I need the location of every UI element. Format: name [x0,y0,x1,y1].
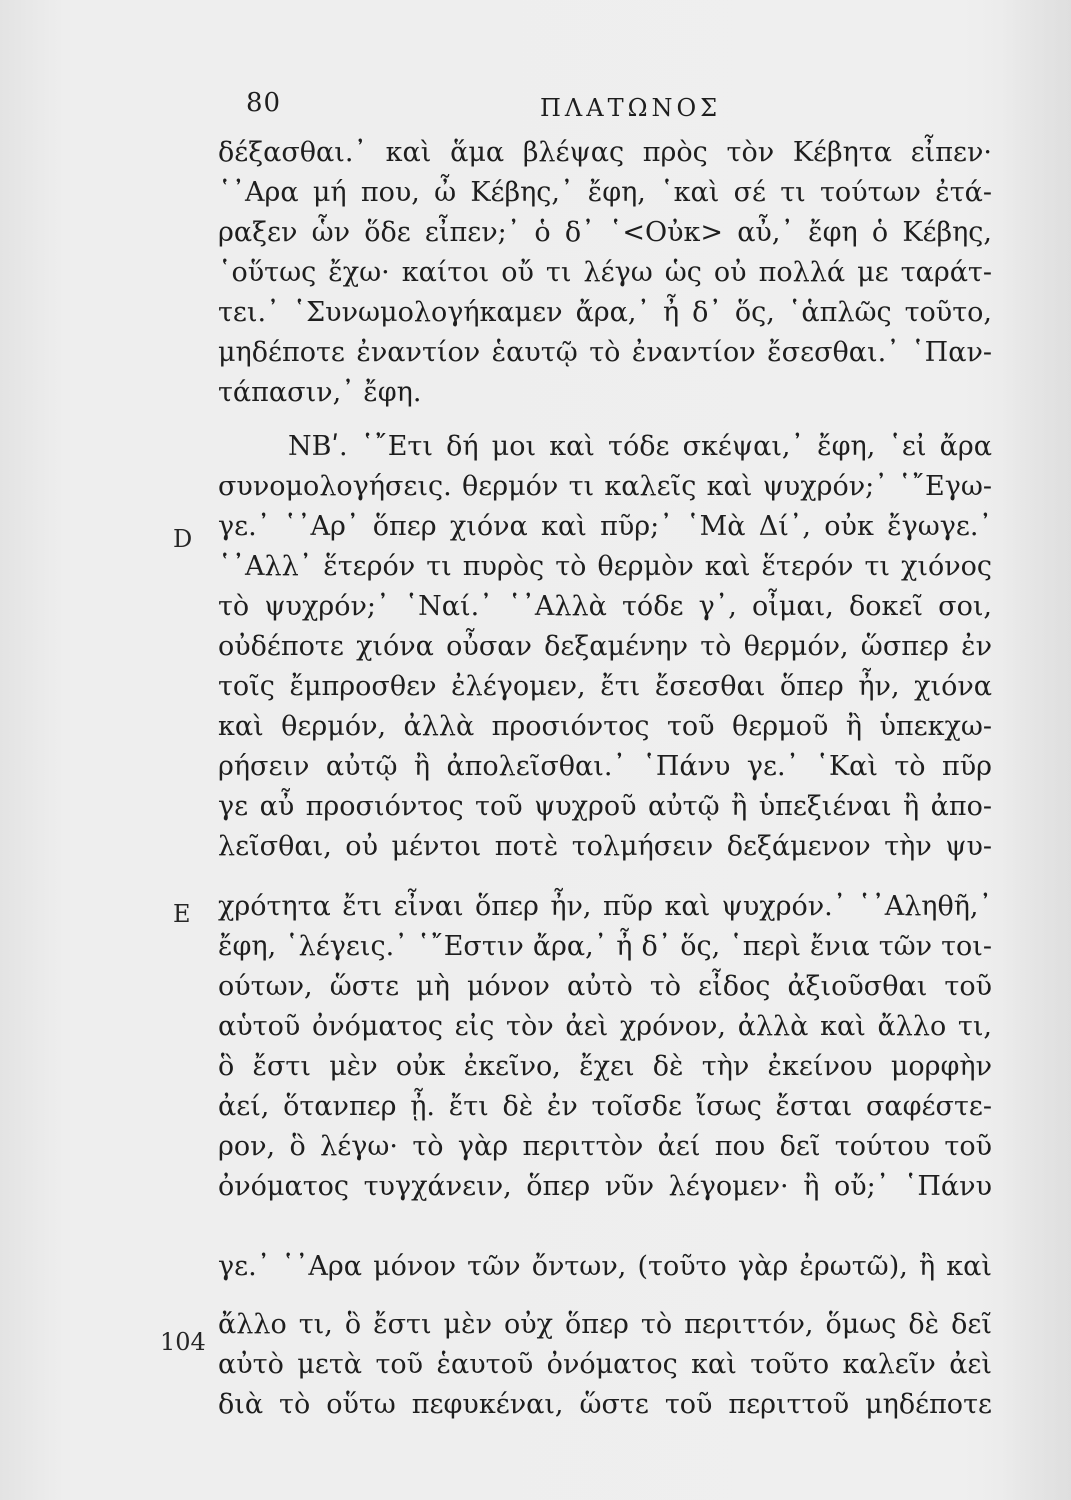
text-line: συνομολογήσεις. θερμόν τι καλεῖς καὶ ψυχρόν;᾿ ῾῎Εγω- [218,471,992,502]
text-line: αὐτὸ μετὰ τοῦ ἑαυτοῦ ὀνόματος καὶ τοῦτο καλεῖν ἀεὶ [218,1349,992,1380]
page-number: 80 [246,88,282,118]
text-line: ἄλλο τι, ὃ ἔστι μὲν οὐχ ὅπερ τὸ περιττόν, ὅμως δὲ δεῖ [218,1309,992,1340]
text-line: αὑτοῦ ὀνόματος εἰς τὸν ἀεὶ χρόνον, ἀλλὰ καὶ ἄλλο τι, [218,1011,992,1042]
text-line: οὐδέποτε χιόνα οὖσαν δεξαμένην τὸ θερμόν, ὥσπερ ἐν [218,631,992,662]
text-line: ῾᾽Αλλ᾿ ἕτερόν τι πυρὸς τὸ θερμὸν καὶ ἕτερόν τι χιόνος [218,551,992,582]
text-line: ὃ ἔστι μὲν οὐκ ἐκεῖνο, ἔχει δὲ τὴν ἐκείνου μορφὴν [218,1051,992,1082]
text-line: ραξεν ὧν ὅδε εἶπεν;᾿ ὁ δ᾿ ῾<Οὐκ> αὖ,᾿ ἔφη ὁ Κέβης, [218,217,992,248]
text-line: ἀεί, ὅτανπερ ᾖ. ἔτι δὲ ἐν τοῖσδε ἴσως ἔσται σαφέστε- [218,1091,992,1122]
text-line: μηδέποτε ἐναντίον ἑαυτῷ τὸ ἐναντίον ἔσεσθαι.᾿ ῾Παν- [218,337,992,368]
text-line: ῾᾽Αρα μή που, ὦ Κέβης,᾿ ἔφη, ῾καὶ σέ τι τούτων ἐτά- [218,177,992,208]
text-line: ῾οὕτως ἔχω· καίτοι οὔ τι λέγω ὡς οὐ πολλά με ταράτ- [218,257,992,288]
text-line: ἔφη, ῾λέγεις.᾿ ῾῎Εστιν ἄρα,᾿ ἦ δ᾿ ὅς, ῾περὶ ἔνια τῶν τοι- [218,931,992,962]
text-line: χρότητα ἔτι εἶναι ὅπερ ἦν, πῦρ καὶ ψυχρόν.᾿ ῾᾽Αληθῆ,᾿ [218,891,992,922]
page-edge-shadow [1001,0,1071,1500]
text-line: τει.᾿ ῾Συνωμολογήκαμεν ἄρα,᾿ ἦ δ᾿ ὅς, ῾ἁπλῶς τοῦτο, [218,297,992,328]
text-line: δέξασθαι.᾿ καὶ ἅμα βλέψας πρὸς τὸν Κέβητα εἶπεν· [218,137,992,168]
running-head: ΠΛΑΤΩΝΟΣ [540,94,722,122]
text-line: τάπασιν,᾿ ἔφη. [218,377,422,408]
text-line: ὀνόματος τυγχάνειν, ὅπερ νῦν λέγομεν· ἢ οὔ;᾿ ῾Πάνυ [218,1171,992,1202]
text-line: ρον, ὃ λέγω· τὸ γὰρ περιττὸν ἀεί που δεῖ τούτου τοῦ [218,1131,992,1162]
margin-marker-d: D [173,525,193,553]
text-line: γε.᾿ ῾᾽Αρα μόνον τῶν ὄντων, (τοῦτο γὰρ ἐρωτῶ), ἢ καὶ [218,1251,992,1282]
text-line: τοῖς ἔμπροσθεν ἐλέγομεν, ἔτι ἔσεσθαι ὅπερ ἦν, χιόνα [218,671,992,702]
margin-marker-e: E [173,900,191,928]
text-line: ούτων, ὥστε μὴ μόνον αὐτὸ τὸ εἶδος ἀξιοῦσθαι τοῦ [218,971,992,1002]
chapter-start-line: ΝΒʹ. ῾῎Ετι δή μοι καὶ τόδε σκέψαι,᾿ ἔφη, ῾εἰ ἄρα [288,431,992,462]
text-line: ρήσειν αὐτῷ ἢ ἀπολεῖσθαι.᾿ ῾Πάνυ γε.᾿ ῾Καὶ τὸ πῦρ [218,751,992,782]
text-line: καὶ θερμόν, ἀλλὰ προσιόντος τοῦ θερμοῦ ἢ ὑπεκχω- [218,711,992,742]
text-line: γε.᾿ ῾᾽Αρ᾿ ὅπερ χιόνα καὶ πῦρ;᾿ ῾Μὰ Δί᾿, οὐκ ἔγωγε.᾿ [218,511,992,542]
text-line: τὸ ψυχρόν;᾿ ῾Ναί.᾿ ῾᾽Αλλὰ τόδε γ᾿, οἶμαι, δοκεῖ σοι, [218,591,992,622]
text-line: γε αὖ προσιόντος τοῦ ψυχροῦ αὐτῷ ἢ ὑπεξιέναι ἢ ἀπο- [218,791,992,822]
stephanus-marker-104: 104 [160,1328,206,1356]
text-line: λεῖσθαι, οὐ μέντοι ποτὲ τολμήσειν δεξάμενον τὴν ψυ- [218,831,992,862]
text-line: διὰ τὸ οὕτω πεφυκέναι, ὥστε τοῦ περιττοῦ μηδέποτε [218,1389,992,1420]
